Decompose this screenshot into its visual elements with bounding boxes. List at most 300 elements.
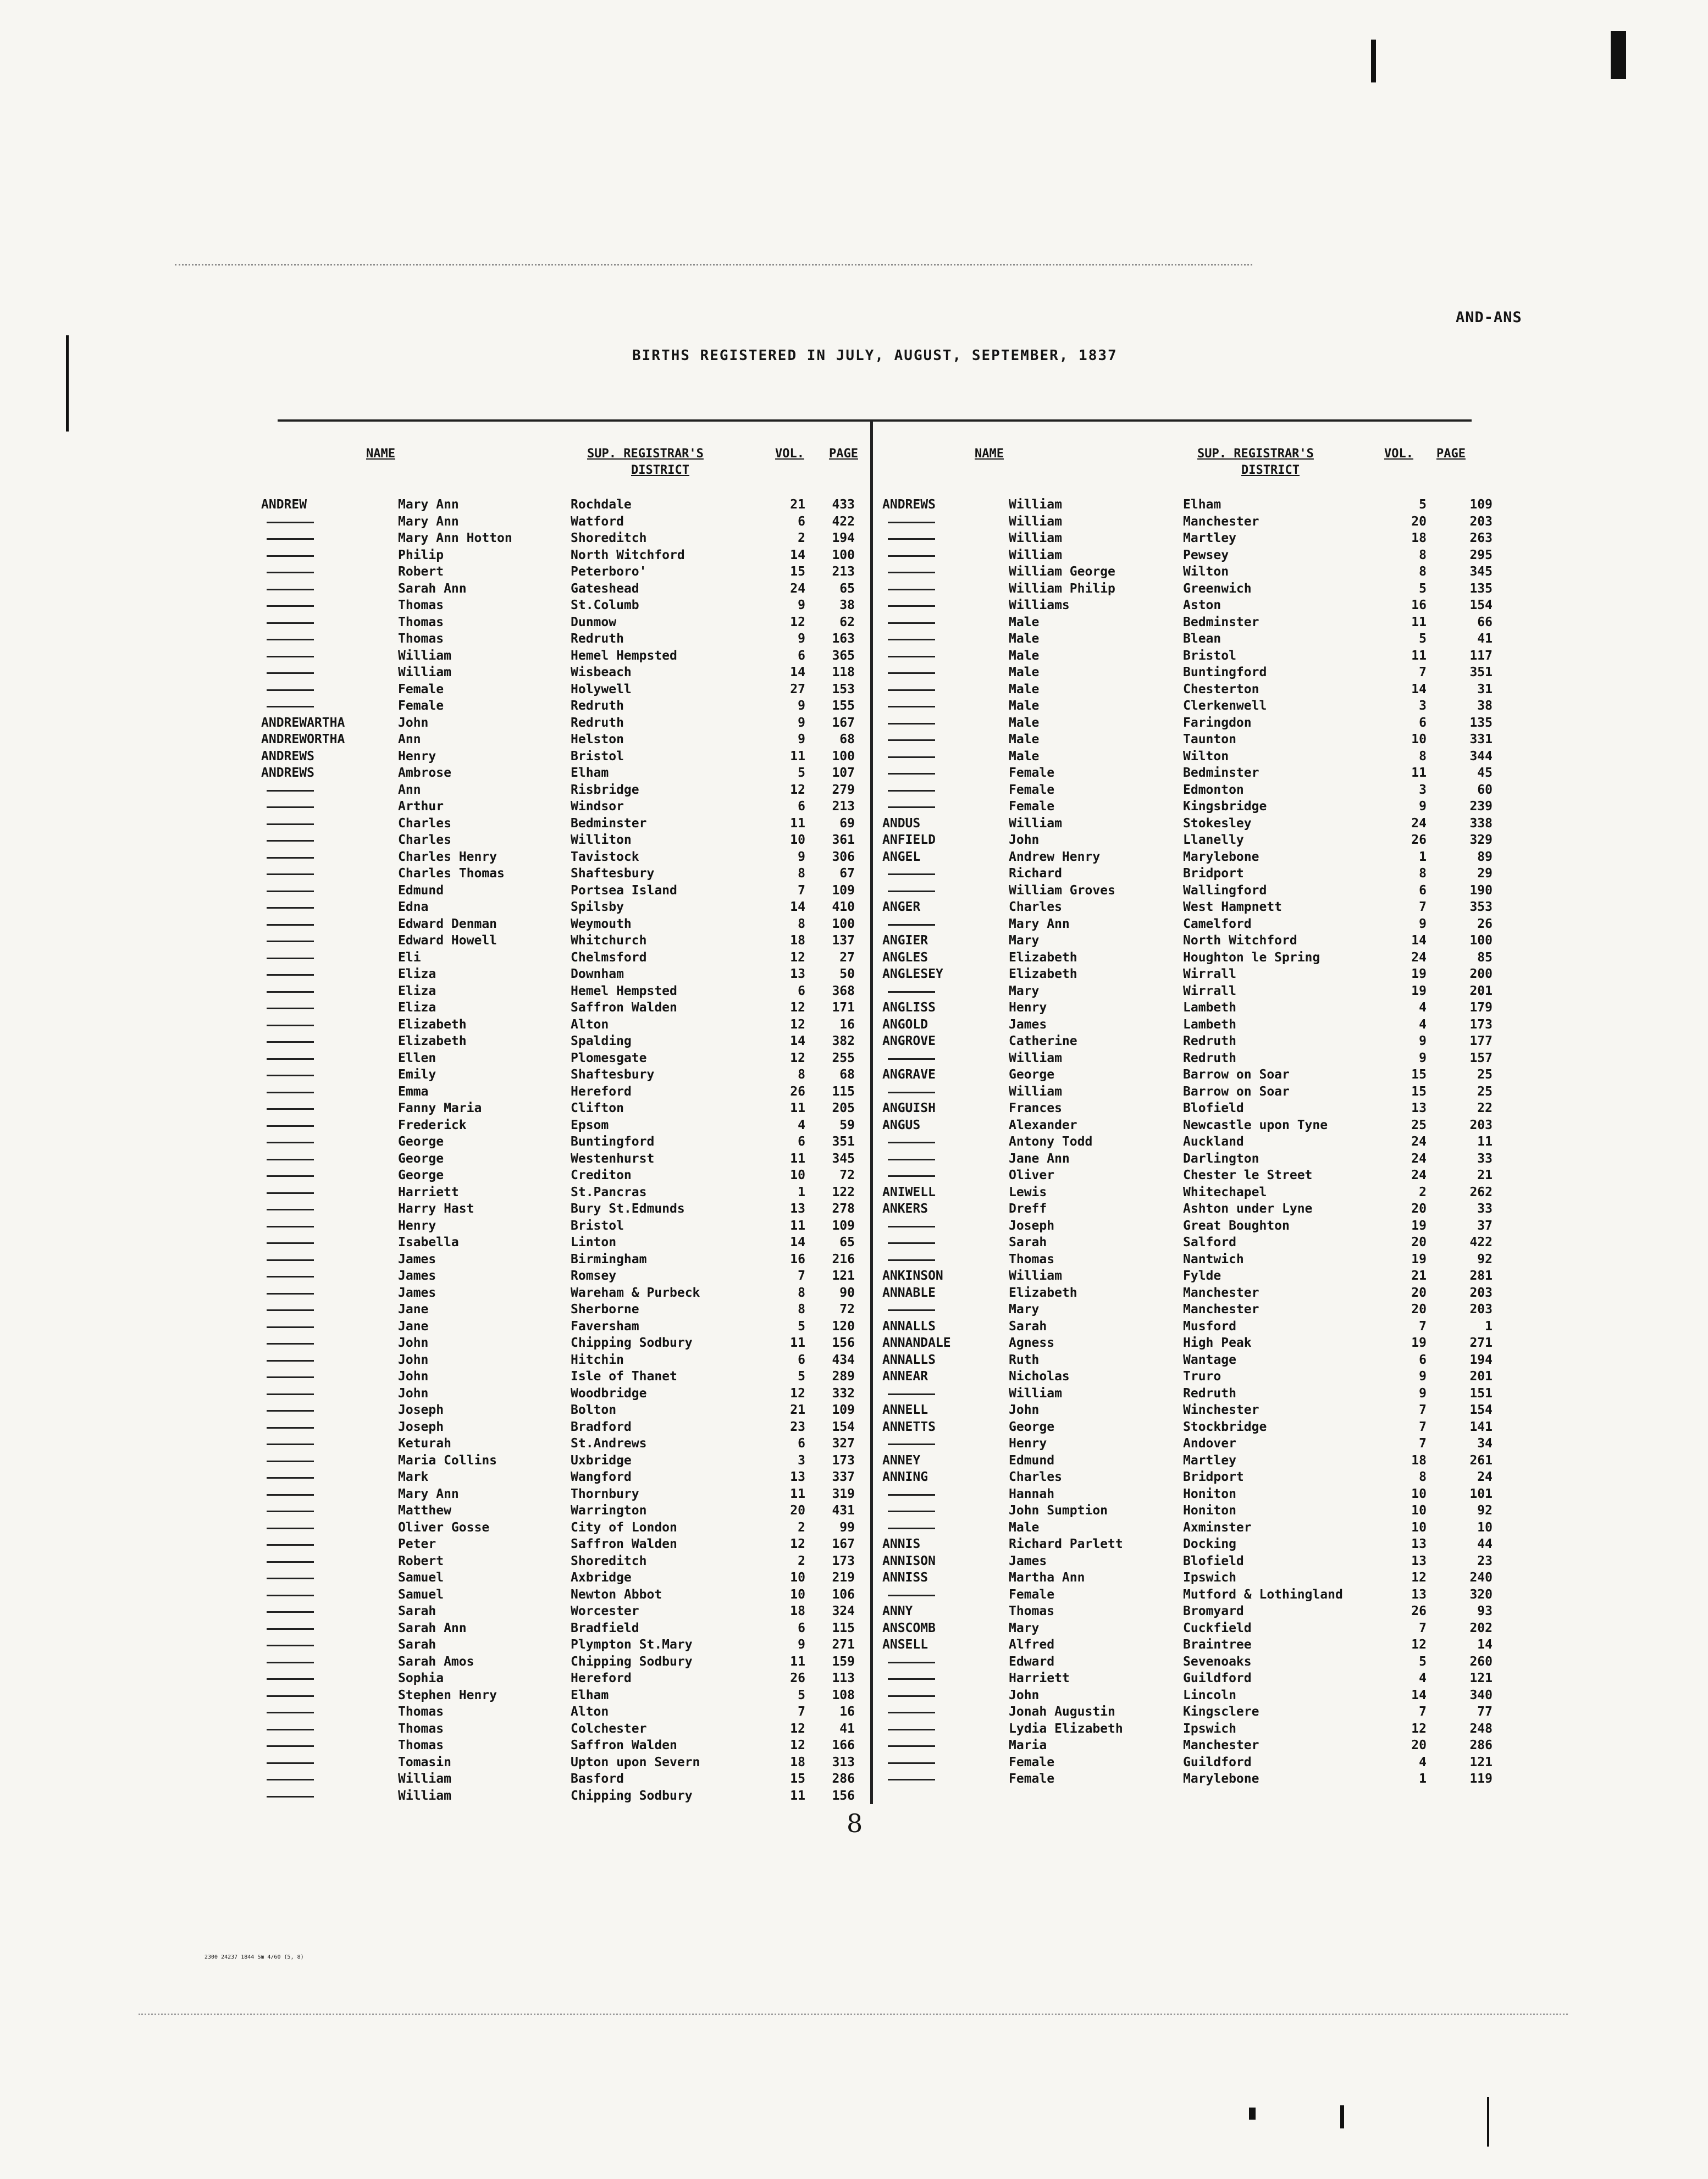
entry-page: 93 <box>1477 1604 1493 1618</box>
entry-district: Weymouth <box>571 916 632 931</box>
entry-district: Saffron Walden <box>571 1000 677 1015</box>
entry-forenames: John <box>398 715 429 730</box>
entry-district: Redruth <box>1183 1050 1236 1065</box>
entry-volume: 19 <box>1411 967 1427 981</box>
entry-forenames: Sarah <box>398 1604 436 1618</box>
ditto-dash <box>888 589 935 590</box>
entry-district: Tavistock <box>571 849 639 864</box>
entry-forenames: Thomas <box>1009 1604 1055 1618</box>
entry-page: 177 <box>1469 1034 1493 1048</box>
entry-surname: ANSELL <box>882 1638 928 1652</box>
entry-district: Shoreditch <box>571 531 647 545</box>
entry-volume: 26 <box>790 1084 805 1099</box>
entry-district: Wangford <box>571 1470 632 1484</box>
ditto-dash <box>267 522 314 523</box>
entry-district: Axbridge <box>571 1570 632 1585</box>
entry-page: 141 <box>1469 1419 1493 1434</box>
entry-page: 281 <box>1469 1269 1493 1283</box>
entry-district: Clerkenwell <box>1183 699 1267 713</box>
entry-district: Chipping Sodbury <box>571 1654 693 1669</box>
ditto-dash <box>888 1595 935 1596</box>
entry-page: 108 <box>832 1688 855 1702</box>
entry-forenames: Mary Ann Hotton <box>398 531 512 545</box>
entry-district: Spalding <box>571 1034 632 1048</box>
entry-district: Redruth <box>571 715 624 730</box>
entry-page: 72 <box>839 1302 855 1317</box>
entry-district: High Peak <box>1183 1336 1252 1350</box>
entry-district: Blofield <box>1183 1553 1244 1568</box>
entry-volume: 16 <box>1411 598 1427 612</box>
entry-volume: 24 <box>790 581 805 596</box>
entry-forenames: Charles <box>1009 1470 1062 1484</box>
entry-volume: 9 <box>1419 1386 1427 1401</box>
entry-surname: ANDREWORTHA <box>261 732 345 746</box>
entry-page: 119 <box>1469 1772 1493 1786</box>
entry-page: 338 <box>1469 816 1493 831</box>
entry-forenames: Female <box>398 682 444 696</box>
entry-district: Axminster <box>1183 1520 1252 1535</box>
registration-mark <box>66 335 69 432</box>
entry-district: Ashton under Lyne <box>1183 1202 1313 1216</box>
entry-forenames: Male <box>1009 732 1040 746</box>
entry-page: 179 <box>1469 1000 1493 1015</box>
entry-volume: 6 <box>1419 1352 1427 1367</box>
entry-forenames: Joseph <box>398 1419 444 1434</box>
entry-page: 59 <box>839 1118 855 1132</box>
entry-forenames: Oliver <box>1009 1168 1055 1182</box>
entry-forenames: Isabella <box>398 1235 459 1249</box>
entry-page: 38 <box>839 598 855 612</box>
entry-district: Braintree <box>1183 1638 1252 1652</box>
entry-volume: 20 <box>1411 514 1427 529</box>
ditto-dash <box>267 1645 314 1646</box>
entry-forenames: Mary <box>1009 1621 1040 1635</box>
entry-district: Woodbridge <box>571 1386 647 1401</box>
entry-page: 219 <box>832 1570 855 1585</box>
entry-forenames: Fanny Maria <box>398 1101 482 1115</box>
entry-page: 68 <box>839 1068 855 1082</box>
entry-page: 171 <box>832 1000 855 1015</box>
entry-volume: 11 <box>1411 766 1427 780</box>
ditto-dash <box>267 1410 314 1412</box>
ditto-dash <box>888 656 935 657</box>
ditto-dash <box>267 538 314 540</box>
entry-district: Redruth <box>571 632 624 646</box>
entry-forenames: Ann <box>398 782 421 797</box>
entry-volume: 18 <box>1411 1453 1427 1468</box>
entry-volume: 13 <box>1411 1587 1427 1602</box>
entry-volume: 4 <box>1419 1000 1427 1015</box>
entry-volume: 4 <box>1419 1017 1427 1032</box>
entry-page: 122 <box>832 1185 855 1199</box>
entry-forenames: William <box>398 665 451 679</box>
entry-page: 157 <box>1469 1050 1493 1065</box>
entry-forenames: Stephen Henry <box>398 1688 498 1702</box>
entry-volume: 11 <box>790 1151 805 1166</box>
entry-forenames: John <box>398 1386 429 1401</box>
entry-district: Romsey <box>571 1269 617 1283</box>
entry-district: Chipping Sodbury <box>571 1336 693 1350</box>
page-number: 8 <box>847 1809 863 1838</box>
entry-page: 163 <box>832 632 855 646</box>
ditto-dash <box>267 1192 314 1194</box>
entry-page: 167 <box>832 1537 855 1551</box>
entry-page: 320 <box>1469 1587 1493 1602</box>
entry-volume: 14 <box>1411 682 1427 696</box>
entry-surname: ANNALLS <box>882 1319 936 1334</box>
ditto-dash <box>888 806 935 808</box>
entry-volume: 12 <box>790 1721 805 1736</box>
entry-forenames: Martha Ann <box>1009 1570 1085 1585</box>
entry-forenames: Robert <box>398 1553 444 1568</box>
entry-page: 216 <box>832 1252 855 1267</box>
entry-volume: 6 <box>798 1436 805 1451</box>
entry-page: 433 <box>832 497 855 512</box>
entry-district: Chipping Sodbury <box>571 1788 693 1803</box>
entry-district: Wilton <box>1183 565 1229 579</box>
entry-page: 329 <box>1469 833 1493 847</box>
entry-volume: 9 <box>798 849 805 864</box>
entry-surname: ANNELL <box>882 1403 928 1417</box>
page-title: BIRTHS REGISTERED IN JULY, AUGUST, SEPTEMBER, 1837 <box>632 347 1118 364</box>
entry-volume: 9 <box>1419 1050 1427 1065</box>
entry-district: Hereford <box>571 1671 632 1685</box>
ditto-dash <box>888 790 935 792</box>
top-rule <box>278 419 1472 422</box>
entry-forenames: Sarah Amos <box>398 1654 474 1669</box>
entry-forenames: Mary Ann <box>398 514 459 529</box>
entry-volume: 8 <box>1419 749 1427 764</box>
entry-page: 173 <box>832 1553 855 1568</box>
ditto-dash <box>888 1309 935 1311</box>
entry-surname: ANNY <box>882 1604 913 1618</box>
entry-page: 203 <box>1469 514 1493 529</box>
entry-forenames: Eliza <box>398 1000 436 1015</box>
ditto-dash <box>267 1796 314 1798</box>
entry-page: 100 <box>832 916 855 931</box>
entry-district: Guildford <box>1183 1671 1252 1685</box>
ditto-dash <box>267 873 314 875</box>
entry-page: 203 <box>1469 1285 1493 1300</box>
entry-district: Salford <box>1183 1235 1236 1249</box>
entry-page: 422 <box>1469 1235 1493 1249</box>
entry-volume: 18 <box>790 1755 805 1769</box>
ditto-dash <box>267 1662 314 1663</box>
entry-forenames: Female <box>1009 799 1055 814</box>
entry-district: Blean <box>1183 632 1221 646</box>
entry-page: 194 <box>832 531 855 545</box>
ditto-dash <box>267 907 314 909</box>
entry-district: Birmingham <box>571 1252 647 1267</box>
entry-district: Shaftesbury <box>571 866 655 881</box>
entry-page: 121 <box>1469 1671 1493 1685</box>
entry-surname: ANNING <box>882 1470 928 1484</box>
entry-volume: 14 <box>790 1034 805 1048</box>
entry-page: 27 <box>839 950 855 965</box>
entry-volume: 6 <box>798 799 805 814</box>
entry-page: 345 <box>832 1151 855 1166</box>
entry-district: Whitchurch <box>571 933 647 948</box>
entry-forenames: John Sumption <box>1009 1503 1108 1518</box>
entry-volume: 7 <box>798 883 805 898</box>
entry-page: 337 <box>832 1470 855 1484</box>
entry-volume: 11 <box>790 1336 805 1350</box>
entry-page: 34 <box>1477 1436 1493 1451</box>
ditto-dash <box>888 555 935 557</box>
entry-forenames: Sarah Ann <box>398 1621 467 1635</box>
entry-district: Westenhurst <box>571 1151 655 1166</box>
entry-district: Sherborne <box>571 1302 639 1317</box>
entry-forenames: Edmund <box>1009 1453 1055 1468</box>
entry-forenames: Mark <box>398 1470 429 1484</box>
entry-forenames: Female <box>1009 1772 1055 1786</box>
entry-volume: 11 <box>790 1218 805 1233</box>
entry-page: 21 <box>1477 1168 1493 1182</box>
entry-volume: 6 <box>798 1621 805 1635</box>
ditto-dash <box>888 622 935 624</box>
entry-volume: 8 <box>798 916 805 931</box>
entry-district: Taunton <box>1183 732 1236 746</box>
entry-volume: 2 <box>798 531 805 545</box>
entry-volume: 10 <box>1411 1503 1427 1518</box>
entry-page: 26 <box>1477 916 1493 931</box>
entry-district: Edmonton <box>1183 782 1244 797</box>
entry-district: Newcastle upon Tyne <box>1183 1118 1328 1132</box>
entry-forenames: William <box>1009 547 1062 562</box>
entry-page: 327 <box>832 1436 855 1451</box>
entry-volume: 7 <box>1419 1419 1427 1434</box>
entry-volume: 3 <box>1419 699 1427 713</box>
entry-page: 319 <box>832 1486 855 1501</box>
entry-district: Bradford <box>571 1419 632 1434</box>
ditto-dash <box>888 1745 935 1747</box>
entry-district: Manchester <box>1183 1285 1259 1300</box>
ditto-dash <box>267 1326 314 1328</box>
entry-volume: 16 <box>790 1252 805 1267</box>
entry-forenames: James <box>398 1285 436 1300</box>
entry-district: Lambeth <box>1183 1000 1236 1015</box>
entry-district: Elham <box>571 766 609 780</box>
entry-page: 44 <box>1477 1537 1493 1551</box>
entry-volume: 15 <box>790 565 805 579</box>
entry-page: 16 <box>839 1017 855 1032</box>
ditto-dash <box>267 706 314 707</box>
ditto-dash <box>267 1427 314 1429</box>
entry-district: Mutford & Lothingland <box>1183 1587 1343 1602</box>
entry-district: Kingsbridge <box>1183 799 1267 814</box>
entry-district: Martley <box>1183 531 1236 545</box>
ditto-dash <box>267 1477 314 1479</box>
entry-district: Marylebone <box>1183 1772 1259 1786</box>
entry-forenames: Jonah Augustin <box>1009 1705 1115 1719</box>
entry-volume: 9 <box>798 1638 805 1652</box>
entry-district: Colchester <box>571 1721 647 1736</box>
ditto-dash <box>267 1075 314 1076</box>
entry-forenames: Jane <box>398 1302 429 1317</box>
entry-forenames: Male <box>1009 699 1040 713</box>
entry-district: City of London <box>571 1520 677 1535</box>
entry-forenames: Mary <box>1009 983 1040 998</box>
entry-volume: 21 <box>1411 1269 1427 1283</box>
entry-forenames: Ambrose <box>398 766 451 780</box>
ditto-dash <box>267 1209 314 1210</box>
entry-district: Downham <box>571 967 624 981</box>
entry-page: 14 <box>1477 1638 1493 1652</box>
entry-volume: 6 <box>798 648 805 663</box>
entry-page: 29 <box>1477 866 1493 881</box>
entry-volume: 5 <box>1419 497 1427 512</box>
entry-forenames: Edmund <box>398 883 444 898</box>
entry-district: Bedminster <box>1183 766 1259 780</box>
ditto-dash <box>267 1745 314 1747</box>
entry-forenames: Emily <box>398 1068 436 1082</box>
entry-page: 173 <box>1469 1017 1493 1032</box>
ditto-dash <box>267 605 314 607</box>
entry-surname: ANFIELD <box>882 833 936 847</box>
entry-volume: 10 <box>790 1168 805 1182</box>
entry-volume: 18 <box>790 933 805 948</box>
entry-page: 155 <box>832 699 855 713</box>
entry-volume: 9 <box>798 632 805 646</box>
entry-forenames: James <box>398 1269 436 1283</box>
entry-forenames: Sarah <box>1009 1319 1047 1334</box>
ditto-dash <box>267 1678 314 1680</box>
entry-page: 62 <box>839 615 855 629</box>
ditto-dash <box>888 1393 935 1395</box>
entry-district: Shoreditch <box>571 1553 647 1568</box>
entry-volume: 26 <box>1411 1604 1427 1618</box>
entry-volume: 1 <box>798 1185 805 1199</box>
ditto-dash <box>267 1511 314 1512</box>
entry-page: 279 <box>832 782 855 797</box>
entry-page: 278 <box>832 1202 855 1216</box>
entry-volume: 25 <box>1411 1118 1427 1132</box>
entry-volume: 12 <box>790 1738 805 1752</box>
registration-mark <box>1340 2105 1344 2128</box>
entry-forenames: George <box>398 1135 444 1149</box>
ditto-dash <box>888 1159 935 1160</box>
entry-forenames: Harry Hast <box>398 1202 474 1216</box>
entry-forenames: Matthew <box>398 1503 451 1518</box>
entry-surname: ANNETTS <box>882 1419 936 1434</box>
entry-page: 113 <box>832 1671 855 1685</box>
entry-district: Wirrall <box>1183 967 1236 981</box>
entry-forenames: Elizabeth <box>1009 967 1077 981</box>
entry-forenames: William <box>1009 1084 1062 1099</box>
entry-forenames: Alfred <box>1009 1638 1055 1652</box>
entry-volume: 1 <box>1419 849 1427 864</box>
entry-district: Winchester <box>1183 1403 1259 1417</box>
entry-forenames: William <box>1009 514 1062 529</box>
ditto-dash <box>888 756 935 758</box>
entry-volume: 10 <box>790 1587 805 1602</box>
entry-volume: 14 <box>790 1235 805 1249</box>
entry-district: Bedminster <box>571 816 647 831</box>
entry-page: 154 <box>1469 1403 1493 1417</box>
entry-district: Aston <box>1183 598 1221 612</box>
ditto-dash <box>888 1779 935 1780</box>
entry-forenames: Tomasin <box>398 1755 451 1769</box>
ditto-dash <box>267 672 314 674</box>
entry-surname: ANNISON <box>882 1553 936 1568</box>
entry-volume: 7 <box>1419 1436 1427 1451</box>
ditto-dash <box>888 924 935 926</box>
entry-page: 109 <box>832 1218 855 1233</box>
entry-forenames: Harriett <box>1009 1671 1070 1685</box>
entry-page: 109 <box>832 883 855 898</box>
entry-surname: ANDREWS <box>261 749 314 764</box>
entry-volume: 2 <box>798 1520 805 1535</box>
entry-forenames: Eliza <box>398 967 436 981</box>
entry-district: Honiton <box>1183 1486 1236 1501</box>
entry-forenames: Catherine <box>1009 1034 1077 1048</box>
entry-district: Peterboro' <box>571 565 647 579</box>
entry-forenames: Jane <box>398 1319 429 1334</box>
entry-volume: 10 <box>790 1570 805 1585</box>
entry-district: Ipswich <box>1183 1570 1236 1585</box>
entry-forenames: James <box>1009 1553 1047 1568</box>
ditto-dash <box>267 1729 314 1730</box>
entry-volume: 7 <box>1419 1319 1427 1334</box>
entry-forenames: John <box>398 1369 429 1384</box>
entry-page: 201 <box>1469 1369 1493 1384</box>
entry-district: Bristol <box>571 749 624 764</box>
ditto-dash <box>267 1293 314 1295</box>
entry-forenames: Hannah <box>1009 1486 1055 1501</box>
entry-forenames: William <box>398 1788 451 1803</box>
ditto-dash <box>267 1494 314 1496</box>
entry-district: Bolton <box>571 1403 617 1417</box>
entry-surname: ANDREWARTHA <box>261 715 345 730</box>
entry-forenames: John <box>398 1336 429 1350</box>
entry-forenames: Williams <box>1009 598 1070 612</box>
entry-page: 99 <box>839 1520 855 1535</box>
entry-page: 289 <box>832 1369 855 1384</box>
entry-district: Musford <box>1183 1319 1236 1334</box>
entry-forenames: Agness <box>1009 1336 1055 1350</box>
ditto-dash <box>267 1025 314 1026</box>
entry-forenames: William <box>1009 816 1062 831</box>
ditto-dash <box>267 1628 314 1630</box>
entry-volume: 20 <box>790 1503 805 1518</box>
entry-district: Plympton St.Mary <box>571 1638 693 1652</box>
entry-district: Auckland <box>1183 1135 1244 1149</box>
entry-district: Martley <box>1183 1453 1236 1468</box>
entry-district: Windsor <box>571 799 624 814</box>
entry-surname: ANNIS <box>882 1537 921 1551</box>
entry-surname: ANGUS <box>882 1118 921 1132</box>
entry-forenames: William <box>398 1772 451 1786</box>
entry-page: 22 <box>1477 1101 1493 1115</box>
ditto-dash <box>267 1041 314 1043</box>
entry-page: 248 <box>1469 1721 1493 1736</box>
entry-district: Bradfield <box>571 1621 639 1635</box>
entry-surname: ANIWELL <box>882 1185 936 1199</box>
ditto-dash <box>888 1528 935 1529</box>
entry-district: Bridport <box>1183 866 1244 881</box>
ditto-dash <box>267 857 314 859</box>
ditto-dash <box>267 589 314 590</box>
entry-surname: ANNABLE <box>882 1285 936 1300</box>
entry-district: Wisbeach <box>571 665 632 679</box>
entry-page: 263 <box>1469 531 1493 545</box>
entry-page: 332 <box>832 1386 855 1401</box>
entry-district: Chesterton <box>1183 682 1259 696</box>
entry-page: 286 <box>832 1772 855 1786</box>
entry-district: Fylde <box>1183 1269 1221 1283</box>
entry-page: 153 <box>832 682 855 696</box>
entry-forenames: Thomas <box>398 1738 444 1752</box>
